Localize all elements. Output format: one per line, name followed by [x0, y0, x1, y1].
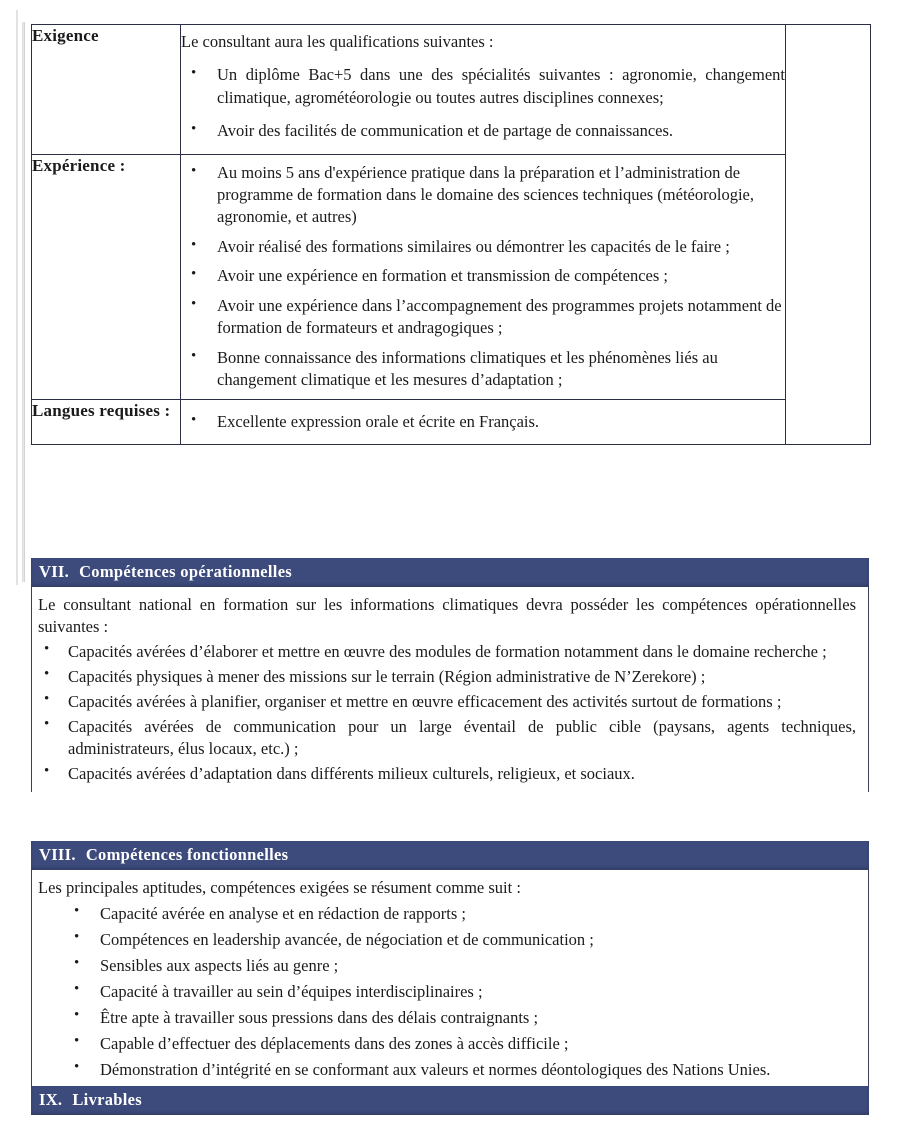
list-item: • Être apte à travailler sous pressions dans des délais contraignants ;: [38, 1007, 856, 1029]
list-item: • Sensibles aux aspects liés au genre ;: [38, 955, 856, 977]
section-viii: [31, 841, 869, 1090]
section-ix-header: [31, 1086, 869, 1115]
table-side-column-empty: [786, 25, 871, 445]
section-vii-body: [31, 587, 869, 792]
section-viii-intro: Les principales aptitudes, compétences exigées se résument comme suit :: [38, 878, 521, 897]
row-content-langues-requises: [181, 399, 786, 444]
section-viii-header: [31, 841, 869, 870]
list-item: • Capacités avérées à planifier, organiser et mettre en œuvre efficacement des activités surtout de formations ;: [38, 691, 856, 713]
list-item: • Compétences en leadership avancée, de négociation et de communication ;: [38, 929, 856, 951]
row-label-experience: Expérience :: [32, 154, 181, 399]
section-viii-body: [31, 870, 869, 1090]
section-ix: [31, 1086, 869, 1115]
row-label-exigence: Exigence: [32, 25, 181, 155]
list-item: • Avoir une expérience dans l’accompagnement des programmes projets notamment de formation de formateurs et andragogiques ;: [181, 295, 785, 340]
section-ix-title: Livrables: [72, 1090, 142, 1109]
list-item: • Capacités avérées d’élaborer et mettre en œuvre des modules de formation notamment dans le domaine recherche ;: [38, 641, 856, 663]
table-row: [32, 154, 871, 399]
table-row: [32, 399, 871, 444]
section-viii-number: VIII.: [39, 845, 76, 864]
section-vii-number: VII.: [39, 562, 70, 581]
requirements-table: [31, 24, 871, 445]
section-vii-bullet-list: [38, 641, 856, 785]
experience-bullet-list: [181, 162, 785, 392]
exigence-lead-text: Le consultant aura les qualifications suivantes :: [181, 32, 494, 51]
list-item: • Bonne connaissance des informations climatiques et les phénomènes liés au changement climatique et les mesures d’adaptation ;: [181, 347, 785, 392]
list-item: • Capable d’effectuer des déplacements dans des zones à accès difficile ;: [38, 1033, 856, 1055]
list-item: • Avoir des facilités de communication et de partage de connaissances.: [181, 120, 785, 142]
list-item: • Excellente expression orale et écrite en Français.: [181, 411, 785, 433]
list-item: • Capacité à travailler au sein d’équipes interdisciplinaires ;: [38, 981, 856, 1003]
section-vii: [31, 558, 869, 792]
list-item: • Un diplôme Bac+5 dans une des spécialités suivantes : agronomie, changement climatique, agrométéorologie ou toutes autres disciplines connexes;: [181, 64, 785, 109]
section-vii-header: [31, 558, 869, 587]
row-content-exigence: [181, 25, 786, 155]
list-item: • Démonstration d’intégrité en se conformant aux valeurs et normes déontologiques des Nations Unies.: [38, 1059, 856, 1081]
scan-artifact-line: [22, 22, 25, 582]
list-item: • Avoir une expérience en formation et transmission de compétences ;: [181, 265, 785, 287]
list-item: • Capacités avérées de communication pour un large éventail de public cible (paysans, agents techniques, administrateurs, élus locaux, etc.) ;: [38, 716, 856, 760]
langues-bullet-list: [181, 411, 785, 433]
list-item: • Capacités avérées d’adaptation dans différents milieux culturels, religieux, et sociaux.: [38, 763, 856, 785]
section-vii-intro: Le consultant national en formation sur les informations climatiques devra posséder les compétences opérationnelles suivantes :: [38, 595, 856, 637]
list-item: • Capacité avérée en analyse et en rédaction de rapports ;: [38, 903, 856, 925]
row-label-langues-requises: Langues requises :: [32, 399, 181, 444]
section-ix-number: IX.: [39, 1090, 63, 1109]
scan-artifact-line-outer: [16, 10, 18, 585]
exigence-bullet-list: [181, 64, 785, 142]
row-content-experience: [181, 154, 786, 399]
list-item: • Avoir réalisé des formations similaires ou démontrer les capacités de le faire ;: [181, 236, 785, 258]
list-item: • Au moins 5 ans d'expérience pratique dans la préparation et l’administration de programme de formation dans le domaine des sciences techniques (météorologie, agronomie, et autres): [181, 162, 785, 229]
table-row: [32, 25, 871, 155]
section-vii-title: Compétences opérationnelles: [79, 562, 293, 581]
list-item: • Capacités physiques à mener des missions sur le terrain (Région administrative de N’Zerekore) ;: [38, 666, 856, 688]
section-viii-title: Compétences fonctionnelles: [85, 845, 289, 864]
section-viii-bullet-list: [38, 903, 856, 1081]
